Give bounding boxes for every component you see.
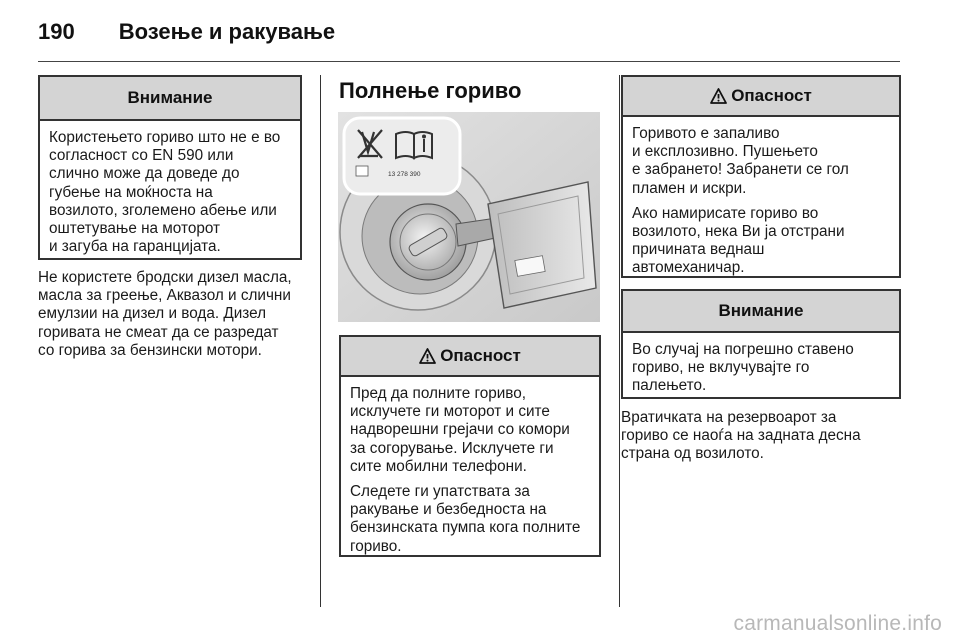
caution-box-fuel-standard (38, 75, 302, 260)
danger-paragraph-flammable: Горивото е запаливо и експлозивно. Пушењето е забрането! Забранети се гол пламен и искри. (632, 125, 849, 197)
page-header (38, 19, 335, 49)
warning-triangle-icon (419, 348, 436, 364)
figure-label: 13 278 390 (388, 171, 421, 178)
label-thumbnail (356, 166, 368, 176)
caution-heading-text: Внимание (127, 88, 213, 107)
chapter-title: Возење и ракување (118, 19, 336, 44)
watermark: carmanualsonline.info (733, 612, 942, 635)
diesel-paragraph: Не користете бродски дизел масла, масла за греење, Аквазол и слични емулзии на дизел и вода. Дизел горивата не смеат да се разредат со горива за бензински мотори. (38, 269, 292, 359)
danger-box-body (341, 377, 599, 564)
warning-triangle-icon (710, 88, 727, 104)
section-title: Полнење гориво (339, 78, 522, 103)
caution-heading-text-right: Внимание (718, 301, 804, 320)
danger-paragraph-1: Пред да полните гориво, исклучете ги моторот и сите надворешни грејачи со комори за согорување. Исклучете ги сите мобилни телефони. (350, 385, 570, 475)
danger-paragraph-smell: Ако намирисате гориво во возилото, нека Ви ја отстрани причината веднаш автомеханичар. (632, 204, 845, 277)
danger-box-heading-right (623, 77, 899, 117)
header-rule (38, 61, 900, 62)
danger-box-flammable (621, 75, 901, 278)
caution-box-heading (40, 77, 300, 121)
danger-box-body-right (623, 117, 899, 286)
danger-box-heading (341, 337, 599, 377)
fuel-door-location-paragraph: Вратичката на резервоарот за гориво се наоѓа на задната десна страна од возилото. (621, 409, 861, 463)
caution-text-misfuel: Во случај на погрешно ставено гориво, не вклучувајте го палењето. (632, 341, 854, 395)
caution-box-body (40, 121, 300, 264)
danger-box-refuelling (339, 335, 601, 557)
caution-box-misfuel (621, 289, 901, 399)
fuel-door-open (488, 182, 596, 308)
danger-heading-text-right: Опасност (731, 86, 812, 105)
column-divider-right (619, 75, 620, 607)
column-divider-left (320, 75, 321, 607)
danger-paragraph-2: Следете ги упатствата за ракување и безбедноста на бензинската пумпа кога полните гориво. (350, 483, 581, 555)
caution-text: Користењето гориво што не е во согласност со EN 590 или слично може да доведе до губење на моќноста на возилото, зголемено абење или оштетување на моторот и загуба на гаранцијата. (49, 129, 281, 256)
page-number: 190 (38, 19, 75, 44)
caution-box-heading-right (623, 291, 899, 333)
caution-box-body-right (623, 333, 899, 404)
danger-heading-text: Опасност (440, 346, 521, 365)
fuel-door-illustration (338, 112, 600, 322)
